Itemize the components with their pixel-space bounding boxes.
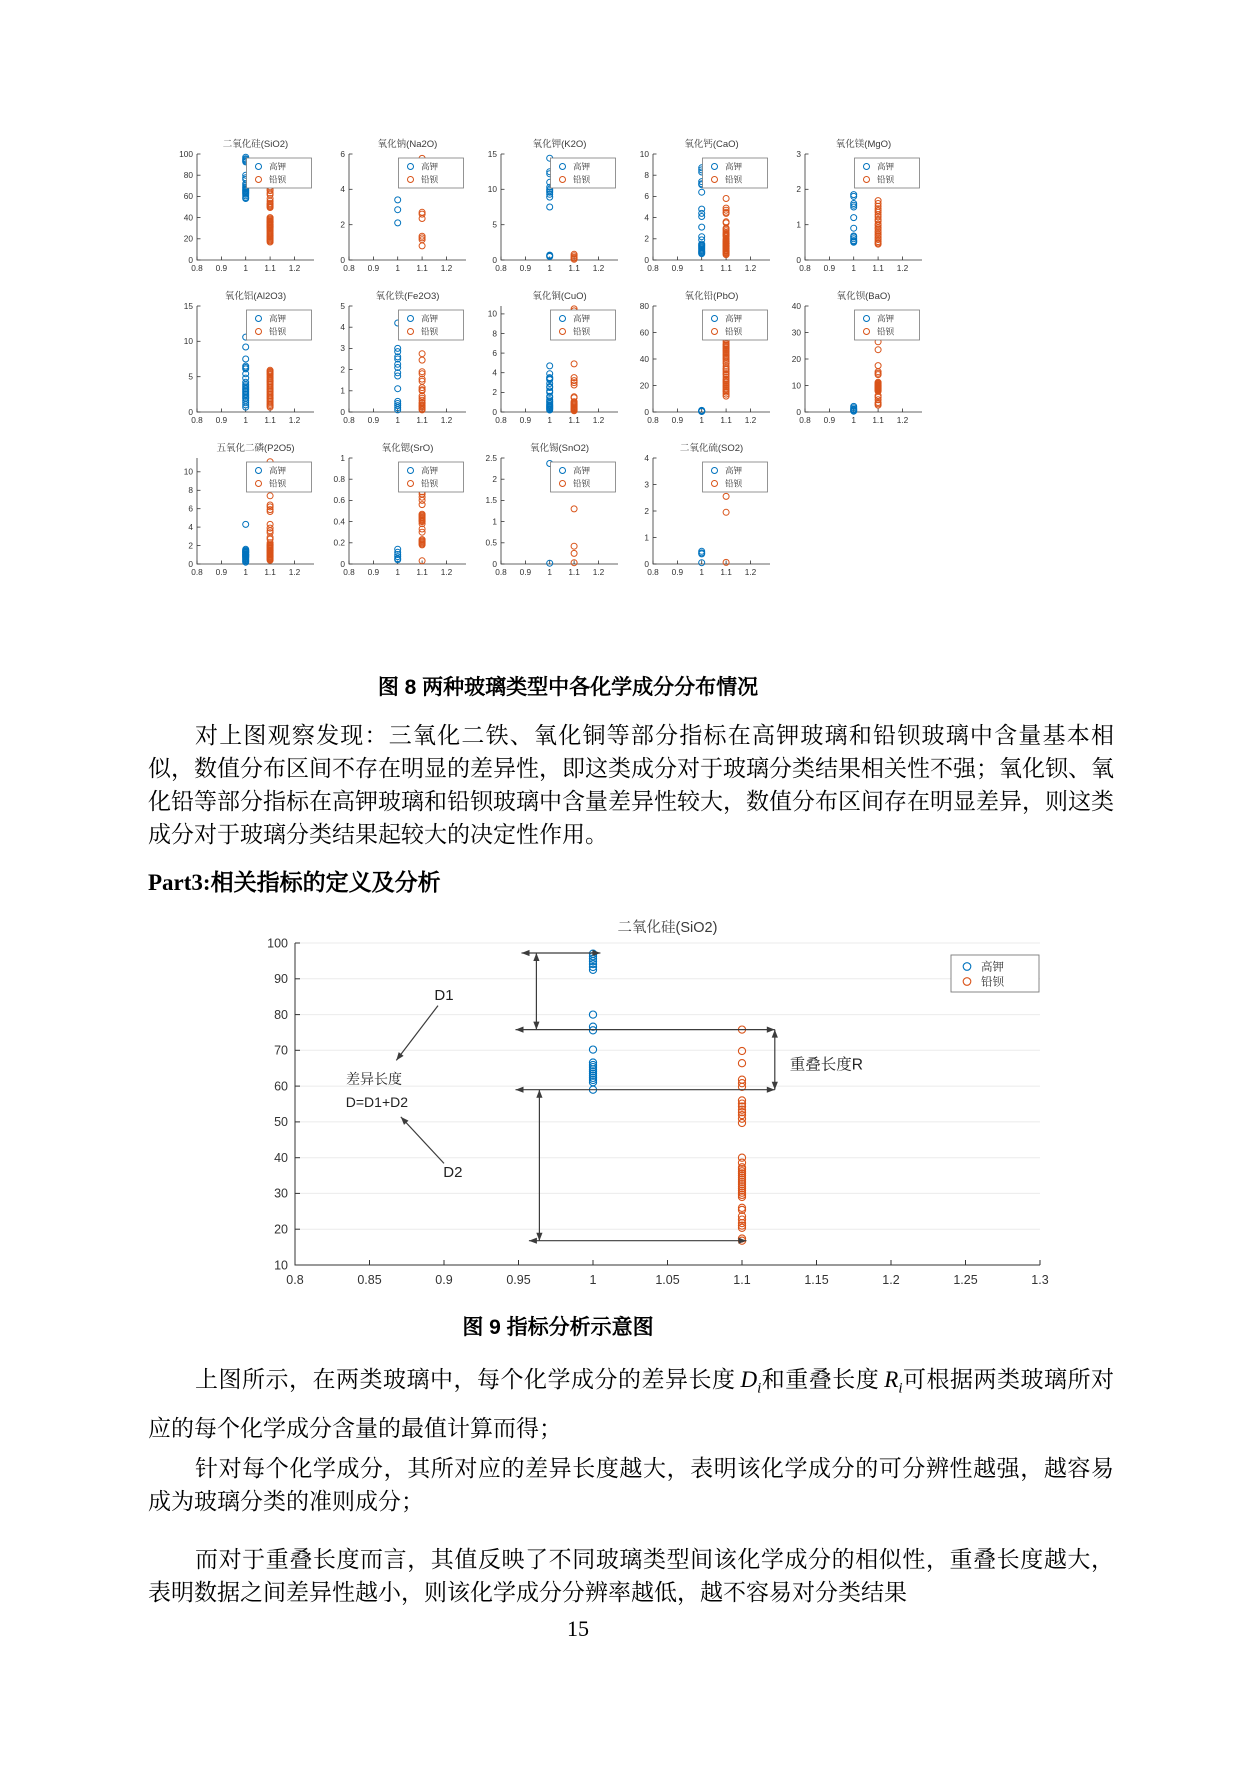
svg-text:1: 1 xyxy=(243,415,249,425)
svg-text:0: 0 xyxy=(644,254,649,265)
svg-text:高钾: 高钾 xyxy=(269,161,287,172)
svg-text:高钾: 高钾 xyxy=(269,465,287,476)
subplot-title: 氧化钡(BaO) xyxy=(836,291,891,302)
svg-text:2.5: 2.5 xyxy=(485,452,497,463)
svg-text:0.8: 0.8 xyxy=(343,415,355,425)
svg-text:1.1: 1.1 xyxy=(568,263,580,273)
subplot-title: 氧化镁(MgO) xyxy=(835,139,892,150)
svg-text:1.1: 1.1 xyxy=(264,263,276,273)
svg-text:1: 1 xyxy=(395,415,401,425)
svg-text:20: 20 xyxy=(183,233,193,244)
svg-text:1.1: 1.1 xyxy=(416,263,428,273)
svg-text:2: 2 xyxy=(492,387,497,398)
svg-text:1.1: 1.1 xyxy=(568,567,580,577)
svg-text:8: 8 xyxy=(492,328,497,339)
svg-text:60: 60 xyxy=(639,327,649,338)
svg-text:0: 0 xyxy=(796,406,801,417)
svg-text:1.2: 1.2 xyxy=(592,263,605,273)
svg-text:0.9: 0.9 xyxy=(435,1273,453,1287)
svg-text:0.8: 0.8 xyxy=(647,415,659,425)
svg-text:10: 10 xyxy=(487,184,497,195)
svg-text:1.1: 1.1 xyxy=(872,415,884,425)
svg-text:2: 2 xyxy=(796,184,801,195)
svg-text:60: 60 xyxy=(274,1079,288,1094)
svg-text:6: 6 xyxy=(340,148,345,159)
svg-text:0.9: 0.9 xyxy=(823,263,836,273)
svg-text:1.2: 1.2 xyxy=(592,567,605,577)
svg-text:铅钡: 铅钡 xyxy=(725,326,743,337)
svg-text:1: 1 xyxy=(644,532,649,543)
svg-text:10: 10 xyxy=(183,466,193,477)
svg-text:铅钡: 铅钡 xyxy=(421,174,439,185)
svg-text:70: 70 xyxy=(274,1043,288,1058)
svg-text:2: 2 xyxy=(492,474,497,484)
svg-text:0.8: 0.8 xyxy=(799,415,811,425)
paragraph-observation: 对上图观察发现：三氧化二铁、氧化铜等部分指标在高钾玻璃和铅钡玻璃中含量基本相似，数值分布区间不存在明显的差异性，即这类成分对于玻璃分类结果相关性不强；氧化钡、氧化铅等部分指标在高钾玻璃和铅钡玻璃中含量差异性较大，数值分布区间存在明显差异，则这类成分对于玻璃分类结果起较大的决定性作用。 xyxy=(148,723,1114,847)
svg-text:40: 40 xyxy=(639,353,649,364)
svg-text:1.1: 1.1 xyxy=(720,415,732,425)
svg-text:铅钡: 铅钡 xyxy=(725,174,743,185)
svg-text:高钾: 高钾 xyxy=(725,161,743,172)
svg-text:0.9: 0.9 xyxy=(215,263,228,273)
svg-text:1.2: 1.2 xyxy=(440,263,453,273)
svg-text:0.9: 0.9 xyxy=(519,263,532,273)
svg-text:0.9: 0.9 xyxy=(215,567,228,577)
svg-text:4: 4 xyxy=(644,452,649,463)
svg-text:高钾: 高钾 xyxy=(573,161,591,172)
svg-text:2: 2 xyxy=(644,505,649,516)
svg-text:40: 40 xyxy=(791,300,801,311)
svg-text:1.1: 1.1 xyxy=(568,415,580,425)
svg-text:0: 0 xyxy=(492,406,497,417)
svg-text:2: 2 xyxy=(188,540,193,551)
svg-text:铅钡: 铅钡 xyxy=(877,326,895,337)
svg-text:1: 1 xyxy=(699,415,705,425)
svg-text:0.6: 0.6 xyxy=(333,495,345,506)
svg-text:1.05: 1.05 xyxy=(655,1273,680,1287)
svg-text:5: 5 xyxy=(188,371,193,382)
subplot-title: 氧化铁(Fe2O3) xyxy=(375,291,440,302)
svg-text:0: 0 xyxy=(340,558,345,569)
svg-text:1: 1 xyxy=(395,263,401,273)
svg-text:0.9: 0.9 xyxy=(519,567,532,577)
svg-text:0: 0 xyxy=(492,254,497,265)
svg-text:1.2: 1.2 xyxy=(744,263,757,273)
svg-text:2: 2 xyxy=(340,364,345,375)
svg-text:0.8: 0.8 xyxy=(799,263,811,273)
svg-text:高钾: 高钾 xyxy=(421,161,439,172)
svg-text:高钾: 高钾 xyxy=(981,961,1004,974)
svg-text:1: 1 xyxy=(699,567,705,577)
svg-text:0.9: 0.9 xyxy=(367,415,380,425)
svg-text:1: 1 xyxy=(547,567,553,577)
svg-text:30: 30 xyxy=(791,327,801,338)
subplot-so2 xyxy=(623,441,775,591)
subplot-title: 氧化钠(Na2O) xyxy=(377,139,438,150)
svg-text:高钾: 高钾 xyxy=(421,465,439,476)
svg-text:1.1: 1.1 xyxy=(416,415,428,425)
subplot-title: 氧化铜(CuO) xyxy=(532,291,587,302)
var-difference-length-D: $D_i$ xyxy=(740,1367,762,1397)
svg-text:D=D1+D2: D=D1+D2 xyxy=(345,1094,409,1111)
svg-text:0: 0 xyxy=(796,254,801,265)
legend xyxy=(703,310,768,340)
svg-text:1: 1 xyxy=(699,263,705,273)
svg-text:0.4: 0.4 xyxy=(333,516,345,527)
svg-text:20: 20 xyxy=(791,353,801,364)
svg-text:1.2: 1.2 xyxy=(882,1273,900,1287)
legend xyxy=(399,158,464,188)
svg-text:0: 0 xyxy=(188,406,193,417)
legend xyxy=(551,158,616,188)
subplot-title: 氧化钾(K2O) xyxy=(532,139,587,150)
subplot-cuo xyxy=(471,289,623,439)
legend xyxy=(247,310,312,340)
svg-text:0.95: 0.95 xyxy=(506,1273,531,1287)
legend xyxy=(951,955,1039,992)
svg-text:10: 10 xyxy=(274,1258,288,1273)
svg-text:2: 2 xyxy=(340,219,345,230)
subplot-sio2 xyxy=(167,137,319,287)
svg-text:0: 0 xyxy=(188,254,193,265)
para2-text-mid: 和重叠长度 xyxy=(761,1367,880,1392)
svg-text:高钾: 高钾 xyxy=(421,313,439,324)
svg-text:6: 6 xyxy=(644,191,649,202)
svg-text:0.8: 0.8 xyxy=(647,263,659,273)
svg-text:0.5: 0.5 xyxy=(485,537,497,548)
part3-heading: Part3:相关指标的定义及分析 xyxy=(148,870,441,895)
svg-text:1.1: 1.1 xyxy=(264,567,276,577)
subplot-p2o5 xyxy=(167,441,319,591)
svg-text:1: 1 xyxy=(851,415,857,425)
svg-text:6: 6 xyxy=(492,347,497,358)
figure8-caption: 图 8 两种玻璃类型中各化学成分分布情况 xyxy=(377,676,759,699)
svg-text:1.1: 1.1 xyxy=(733,1273,751,1287)
var-overlap-length-R: $R_i$ xyxy=(884,1367,903,1397)
svg-text:0: 0 xyxy=(644,558,649,569)
svg-text:高钾: 高钾 xyxy=(573,313,591,324)
svg-text:1.1: 1.1 xyxy=(720,263,732,273)
svg-text:0.8: 0.8 xyxy=(495,415,507,425)
para2-text-before: 上图所示，在两类玻璃中，每个化学成分的差异长度 xyxy=(195,1367,736,1392)
svg-text:20: 20 xyxy=(274,1222,288,1237)
svg-text:80: 80 xyxy=(183,170,193,180)
svg-text:0: 0 xyxy=(188,558,193,569)
svg-text:铅钡: 铅钡 xyxy=(269,174,287,185)
svg-text:4: 4 xyxy=(340,184,345,195)
svg-text:铅钡: 铅钡 xyxy=(725,478,743,489)
paragraph-index-definition xyxy=(148,1360,1114,1449)
subplot-title: 二氧化硅(SiO2) xyxy=(222,139,289,150)
svg-text:0.8: 0.8 xyxy=(647,567,659,577)
svg-text:铅钡: 铅钡 xyxy=(573,174,591,185)
svg-text:1.3: 1.3 xyxy=(1031,1273,1049,1287)
svg-text:3: 3 xyxy=(644,479,649,490)
svg-text:0.8: 0.8 xyxy=(191,263,203,273)
svg-text:1: 1 xyxy=(589,1273,597,1287)
svg-text:1: 1 xyxy=(395,567,401,577)
svg-text:铅钡: 铅钡 xyxy=(421,478,439,489)
svg-text:高钾: 高钾 xyxy=(725,313,743,324)
svg-text:高钾: 高钾 xyxy=(877,313,895,324)
svg-text:0.9: 0.9 xyxy=(519,415,532,425)
subplot-mgo xyxy=(775,137,927,287)
svg-text:1.1: 1.1 xyxy=(720,567,732,577)
svg-text:30: 30 xyxy=(274,1186,288,1201)
svg-text:50: 50 xyxy=(274,1115,288,1130)
svg-text:0.9: 0.9 xyxy=(215,415,228,425)
svg-text:0: 0 xyxy=(340,254,345,265)
subplot-title: 氧化钙(CaO) xyxy=(684,139,739,150)
subplot-title: 二氧化硫(SO2) xyxy=(679,443,744,454)
svg-text:D2: D2 xyxy=(443,1164,463,1181)
svg-text:15: 15 xyxy=(183,300,193,311)
svg-text:高钾: 高钾 xyxy=(269,313,287,324)
svg-text:0: 0 xyxy=(492,558,497,569)
legend xyxy=(399,310,464,340)
subplot-title: 五氧化二磷(P2O5) xyxy=(216,443,295,454)
svg-text:90: 90 xyxy=(274,972,288,987)
chart-title: 二氧化硅(SiO2) xyxy=(617,920,718,936)
svg-text:0.8: 0.8 xyxy=(343,263,355,273)
subplot-sno2 xyxy=(471,441,623,591)
legend xyxy=(551,462,616,492)
svg-text:2: 2 xyxy=(644,233,649,244)
svg-text:40: 40 xyxy=(183,212,193,223)
subplot-bao xyxy=(775,289,927,439)
svg-text:80: 80 xyxy=(274,1007,288,1022)
svg-text:10: 10 xyxy=(791,380,801,391)
svg-text:高钾: 高钾 xyxy=(877,161,895,172)
svg-text:15: 15 xyxy=(487,148,497,159)
svg-text:0.85: 0.85 xyxy=(357,1273,382,1287)
svg-text:100: 100 xyxy=(267,936,288,951)
svg-text:0.8: 0.8 xyxy=(191,567,203,577)
svg-text:10: 10 xyxy=(639,148,649,159)
subplot-cao xyxy=(623,137,775,287)
svg-text:铅钡: 铅钡 xyxy=(877,174,895,185)
svg-text:3: 3 xyxy=(340,343,345,354)
svg-text:1.2: 1.2 xyxy=(744,415,757,425)
subplot-na2o xyxy=(319,137,471,287)
svg-text:0.2: 0.2 xyxy=(333,537,345,548)
svg-text:10: 10 xyxy=(183,336,193,347)
svg-text:0.9: 0.9 xyxy=(367,263,380,273)
subplot-title: 氧化锶(SrO) xyxy=(381,443,434,454)
subplot-sro xyxy=(319,441,471,591)
svg-text:铅钡: 铅钡 xyxy=(981,976,1004,989)
svg-text:铅钡: 铅钡 xyxy=(573,478,591,489)
legend xyxy=(399,462,464,492)
svg-text:1.2: 1.2 xyxy=(896,263,909,273)
svg-text:铅钡: 铅钡 xyxy=(269,326,287,337)
svg-text:100: 100 xyxy=(179,148,193,159)
svg-text:铅钡: 铅钡 xyxy=(269,478,287,489)
svg-text:4: 4 xyxy=(188,521,193,532)
svg-text:1: 1 xyxy=(547,415,553,425)
svg-text:10: 10 xyxy=(487,308,497,319)
svg-text:1: 1 xyxy=(340,452,345,463)
paragraph-overlap-length: 而对于重叠长度而言，其值反映了不同玻璃类型间该化学成分的相似性，重叠长度越大，表明数据之间差异性越小，则该化学成分分辨率越低，越不容易对分类结果 xyxy=(148,1547,1114,1605)
svg-text:4: 4 xyxy=(492,367,497,378)
subplot-title: 氧化锡(SnO2) xyxy=(529,443,590,454)
paragraph-difference-length: 针对每个化学成分，其所对应的差异长度越大，表明该化学成分的可分辨性越强，越容易成为玻璃分类的准则成分； xyxy=(148,1456,1114,1514)
svg-text:5: 5 xyxy=(492,219,497,230)
legend xyxy=(855,310,920,340)
svg-text:60: 60 xyxy=(183,191,193,202)
svg-text:0: 0 xyxy=(340,406,345,417)
legend xyxy=(703,158,768,188)
svg-text:1: 1 xyxy=(851,263,857,273)
legend xyxy=(551,310,616,340)
para2-text-after: 可根据两类玻璃所对应的每个化学成分含量的最值计算而得； xyxy=(148,1367,1115,1441)
svg-text:1.5: 1.5 xyxy=(485,495,497,506)
svg-text:0.8: 0.8 xyxy=(191,415,203,425)
svg-text:0.8: 0.8 xyxy=(286,1273,304,1287)
subplot-pbo xyxy=(623,289,775,439)
svg-text:1: 1 xyxy=(340,385,345,396)
svg-text:1.2: 1.2 xyxy=(440,567,453,577)
svg-text:0.9: 0.9 xyxy=(671,567,684,577)
svg-text:20: 20 xyxy=(639,380,649,391)
svg-text:0.9: 0.9 xyxy=(671,263,684,273)
svg-text:1.25: 1.25 xyxy=(953,1273,978,1287)
svg-text:1.2: 1.2 xyxy=(592,415,605,425)
legend xyxy=(247,462,312,492)
svg-text:1: 1 xyxy=(243,567,249,577)
svg-text:8: 8 xyxy=(188,485,193,496)
svg-text:高钾: 高钾 xyxy=(573,465,591,476)
svg-text:1: 1 xyxy=(796,219,801,230)
svg-text:3: 3 xyxy=(796,148,801,159)
svg-text:0.8: 0.8 xyxy=(495,263,507,273)
svg-text:6: 6 xyxy=(188,503,193,514)
legend xyxy=(855,158,920,188)
svg-text:重叠长度R: 重叠长度R xyxy=(789,1056,863,1074)
svg-text:4: 4 xyxy=(340,322,345,332)
svg-text:1: 1 xyxy=(547,263,553,273)
svg-text:1: 1 xyxy=(243,263,249,273)
subplot-title: 氧化铅(PbO) xyxy=(684,291,739,302)
svg-text:0.9: 0.9 xyxy=(367,567,380,577)
svg-text:4: 4 xyxy=(644,212,649,223)
svg-text:1.2: 1.2 xyxy=(896,415,909,425)
svg-text:80: 80 xyxy=(639,300,649,311)
svg-text:铅钡: 铅钡 xyxy=(421,326,439,337)
svg-text:0.8: 0.8 xyxy=(343,567,355,577)
svg-text:1.2: 1.2 xyxy=(288,415,301,425)
svg-text:0.8: 0.8 xyxy=(333,474,345,484)
svg-text:高钾: 高钾 xyxy=(725,465,743,476)
svg-text:0.8: 0.8 xyxy=(495,567,507,577)
svg-text:8: 8 xyxy=(644,170,649,180)
figure9-caption: 图 9 指标分析示意图 xyxy=(462,1316,654,1339)
svg-text:1.2: 1.2 xyxy=(440,415,453,425)
legend xyxy=(703,462,768,492)
svg-text:0: 0 xyxy=(644,406,649,417)
svg-text:0.9: 0.9 xyxy=(671,415,684,425)
svg-text:5: 5 xyxy=(340,300,345,311)
subplot-k2o xyxy=(471,137,623,287)
subplot-al2o3 xyxy=(167,289,319,439)
subplot-fe2o3 xyxy=(319,289,471,439)
legend xyxy=(247,158,312,188)
figure9-annotated-scatter xyxy=(235,915,1075,1307)
figure8-scatter-grid xyxy=(167,137,927,593)
svg-text:1: 1 xyxy=(492,516,497,527)
svg-text:1.15: 1.15 xyxy=(804,1273,829,1287)
svg-text:铅钡: 铅钡 xyxy=(573,326,591,337)
svg-text:0.9: 0.9 xyxy=(823,415,836,425)
subplot-title: 氧化铝(Al2O3) xyxy=(224,291,287,302)
svg-text:40: 40 xyxy=(274,1151,288,1165)
svg-text:1.2: 1.2 xyxy=(288,263,301,273)
svg-text:1.2: 1.2 xyxy=(288,567,301,577)
svg-text:1.1: 1.1 xyxy=(264,415,276,425)
svg-text:1.2: 1.2 xyxy=(744,567,757,577)
svg-text:D1: D1 xyxy=(434,986,454,1004)
svg-text:差异长度: 差异长度 xyxy=(346,1071,402,1087)
svg-text:1.1: 1.1 xyxy=(416,567,428,577)
svg-text:1.1: 1.1 xyxy=(872,263,884,273)
page-number: 15 xyxy=(567,1616,589,1641)
